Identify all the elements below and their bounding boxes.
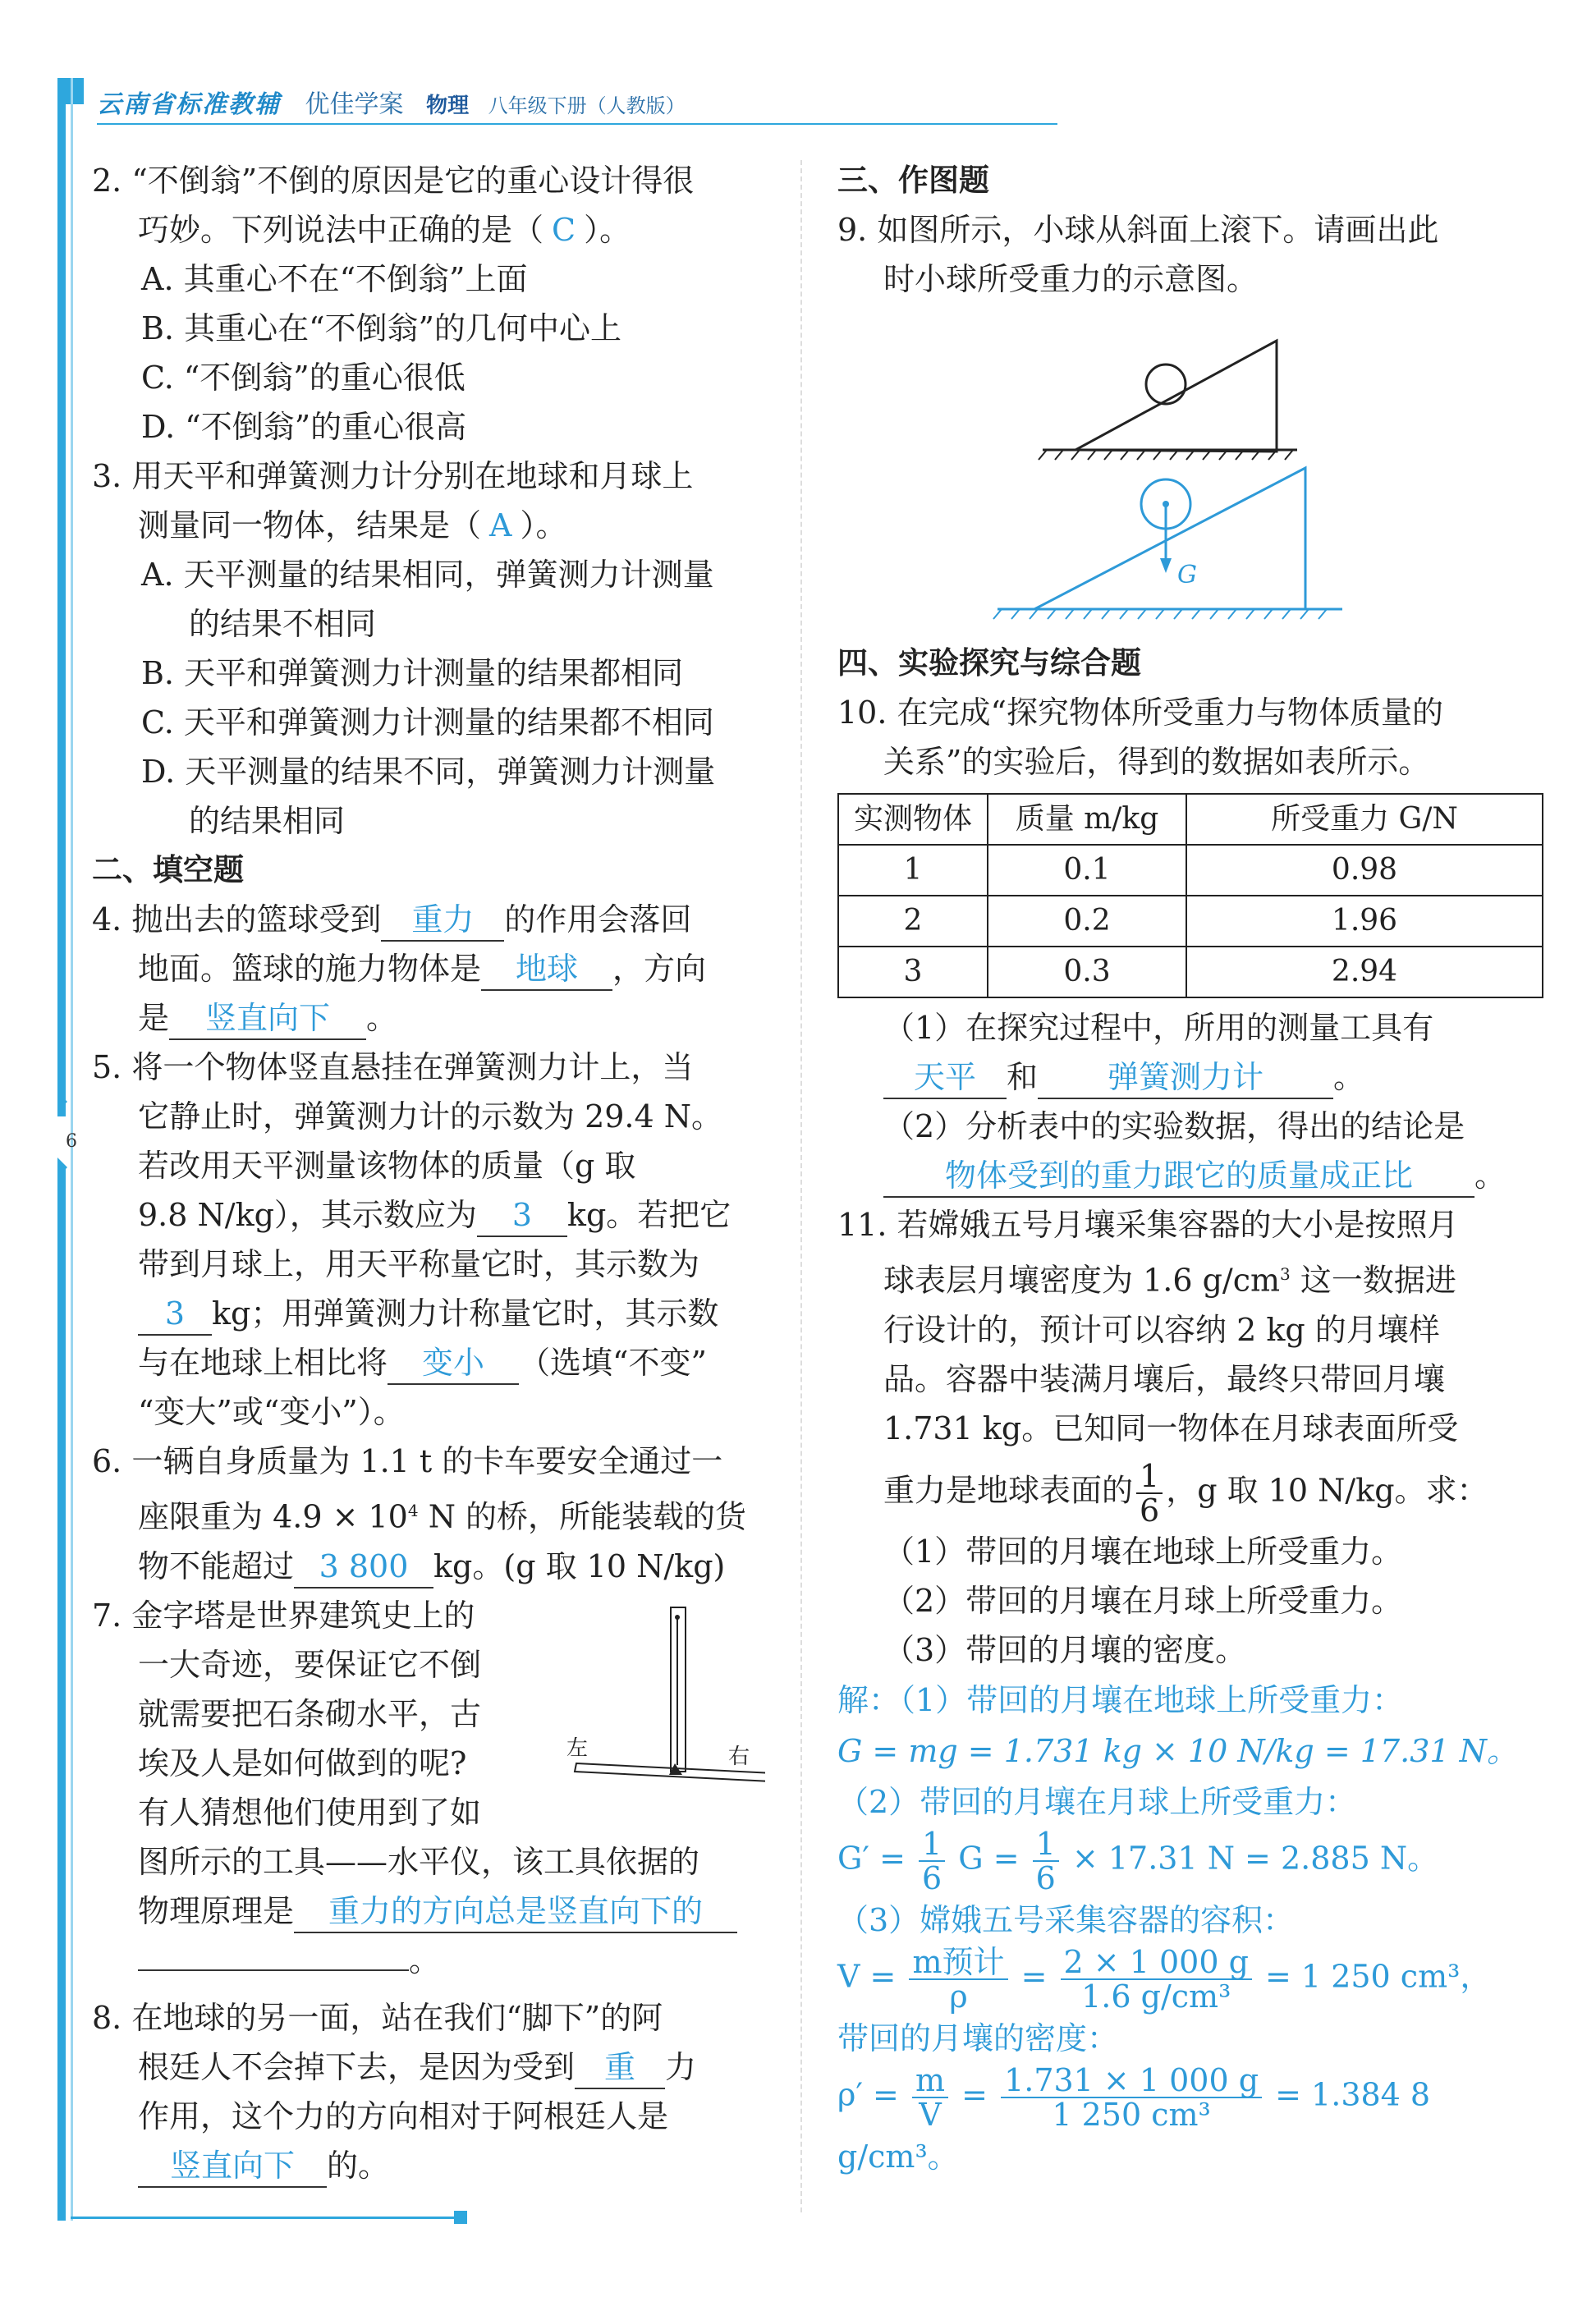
solution-step3-heading: （3）嫦娥五号采集容器的容积：: [837, 1901, 1295, 1938]
q10-line2: 关系”的实验后，得到的数据如表所示。: [883, 744, 1430, 780]
question-10: 10. 在完成“探究物体所受重力与物体质量的 关系”的实验后，得到的数据如表所示。 实测物体 质量 m/kg 所受重力 G/N 1 0.1 0.98 2 0.2 1.96 3 0.3 2.94 （1）在探究过程中，所用的测量工具有 天平 和 弹簧测力计 。 （2）分析表中的实验数据，得出的结论是 物体受到的重力跟它的质量成正比 。: [837, 688, 1543, 1200]
header-brand: 云南省标准教辅: [97, 90, 281, 119]
table-row: [838, 845, 1543, 896]
q8-blank-2: 竖直向下: [138, 2145, 327, 2188]
q2-stem-line1: 2. “不倒翁”不倒的原因是它的重心设计得很: [92, 163, 695, 199]
q3-option-d: D. 天平测量的结果不同，弹簧测力计测量: [141, 754, 716, 790]
page-tab-mark: [57, 1092, 67, 1112]
q4-blank-3: 竖直向下: [169, 997, 366, 1040]
right-column: [837, 156, 1543, 2182]
q3-option-b: B. 天平和弹簧测力计测量的结果都相同: [141, 655, 684, 691]
incline-figures: [837, 304, 1543, 632]
solution-step4-heading: 带回的月壤的密度：: [837, 2019, 1119, 2056]
question-6: 6. 一辆自身质量为 1.1 t 的卡车要安全通过一 座限重为 $4.9 \times 10^4$ N 的桥，所能装载的货 物不能超过 3 800 kg。(g 取 10 N/kg): [92, 1437, 765, 1591]
q3-stem-line2: 测量同一物体，结果是（ A ）。: [138, 507, 567, 543]
q2-option-b: B. 其重心在“不倒翁”的几何中心上: [141, 310, 621, 346]
figure-left-label: 左: [566, 1735, 589, 1761]
solution-step2-equation: G′ = $\frac{1}{6}$ G = $\frac{1}{6}$ × 17.31 N = 2.885 N。: [837, 1825, 1439, 1896]
table-cell: 0.98: [1186, 845, 1543, 896]
q5-line2: 它静止时，弹簧测力计的示数为 29.4 N。: [138, 1098, 723, 1135]
left-column: [92, 156, 765, 2190]
q10-part2: （2）分析表中的实验数据，得出的结论是: [883, 1108, 1465, 1144]
q5-line1: 5. 将一个物体竖直悬挂在弹簧测力计上，当: [92, 1049, 694, 1085]
table-cell: 1: [838, 845, 988, 896]
bottom-margin-line: [71, 2217, 456, 2219]
header-rule: [97, 123, 1057, 125]
q10-blank-3: 物体受到的重力跟它的质量成正比: [883, 1155, 1474, 1198]
figure-right-label: 右: [728, 1744, 750, 1769]
q8-blank-1: 重: [575, 2047, 665, 2089]
left-margin-bar-lower: [57, 1166, 66, 2221]
solution-step2-heading: （2）带回的月壤在月球上所受重力：: [837, 1783, 1357, 1820]
q11-line5: 1.731 kg。已知同一物体在月球表面所受: [883, 1410, 1459, 1446]
table-cell: 0.2: [988, 896, 1186, 947]
q10-blank-1: 天平: [883, 1057, 1007, 1099]
q3-option-d-cont: 的结果相同: [189, 803, 346, 839]
q9-line2: 时小球所受重力的示意图。: [883, 261, 1259, 297]
section-4-title: 四、实验探究与综合题: [837, 645, 1141, 681]
solution-step1-heading: 解：（1）带回的月壤在地球上所受重力：: [837, 1681, 1404, 1718]
q9-line1: 9. 如图所示，小球从斜面上滚下。请画出此: [837, 212, 1439, 248]
q7-line1: 7. 金字塔是世界建筑史上的: [92, 1597, 475, 1634]
q5-blank-1: 3: [477, 1194, 567, 1237]
question-11: 11. 若嫦娥五号月壤采集容器的大小是按照月 球表层月壤密度为 1.6 $g/cm^3$ 这一数据进 行设计的，预计可以容纳 2 kg 的月壤样 品。容器中装满月壤后，最终只带回月壤 1.731 kg。已知同一物体在月球表面所受 重力是地球表面的 $\frac{1}{6}$ ，g 取 10 N/kg。求： （1）带回的月壤在地球上所受重力。 （2）带回的月壤在月球上所受重力。 （3）带回的月壤的密度。: [837, 1200, 1543, 1675]
q7-line6: 图所示的工具——水平仪，该工具依据的: [138, 1843, 700, 1880]
page-tab-mark: [57, 1158, 67, 1177]
q5-blank-2: 3: [138, 1293, 212, 1336]
q11-line3: 行设计的，预计可以容纳 2 kg 的月壤样: [883, 1311, 1440, 1348]
q7-line5: 有人猜想他们使用到了如: [138, 1794, 482, 1831]
q11-sub3: （3）带回的月壤的密度。: [883, 1631, 1247, 1668]
q10-blank-2: 弹簧测力计: [1038, 1057, 1333, 1099]
q11-sub2: （2）带回的月壤在月球上所受重力。: [883, 1582, 1403, 1619]
table-row: [838, 896, 1543, 947]
q7-line4: 埃及人是如何做到的呢?: [138, 1744, 467, 1781]
data-table: [837, 793, 1543, 998]
gravity-label: G: [1177, 561, 1197, 589]
q5-line5: 带到月球上，用天平称量它时，其示数为: [138, 1246, 700, 1282]
q7-line2: 一大奇迹，要保证它不倒: [138, 1646, 482, 1683]
table-cell: 0.1: [988, 845, 1186, 896]
q3-option-c: C. 天平和弹簧测力计测量的结果都不相同: [141, 704, 714, 740]
q4-blank-2: 地球: [481, 948, 612, 991]
q2-stem-line2: 巧妙。下列说法中正确的是（ C ）。: [138, 212, 631, 248]
page-header: [97, 84, 686, 120]
q5-line3: 若改用天平测量该物体的质量（g 取: [138, 1148, 636, 1184]
table-cell: 2: [838, 896, 988, 947]
q10-line1: 10. 在完成“探究物体所受重力与物体质量的: [837, 695, 1443, 731]
solution-step3-equation: V = $\frac{\text{m预计}}{\rho}$ = $\frac{2 \times 1 000 g}{\text{1.6 g/cm³}}$ = 1 250 cm³，: [837, 1943, 1492, 2015]
column-separator: [800, 160, 802, 2212]
q6-line1: 6. 一辆自身质量为 1.1 t 的卡车要安全通过一: [92, 1443, 723, 1479]
question-9: [837, 205, 1543, 632]
question-4: 4. 抛出去的篮球受到 重力 的作用会落回 地面。篮球的施力物体是 地球 ，方向 是 竖直向下 。: [92, 895, 765, 1043]
q11-solution: [837, 1675, 1543, 2182]
question-7: 7. 金字塔是世界建筑史上的 一大奇迹，要保证它不倒 就需要把石条砌水平，古 埃及人是如何做到的呢? 有人猜想他们使用到了如 左 右 图所示的工具——水平仪，该工具依据的 物理原理是 重力的方向总是竖直向下的 。: [92, 1591, 765, 1985]
incline-figure-answer: [993, 468, 1342, 619]
q8-line1: 8. 在地球的另一面，站在我们“脚下”的阿: [92, 1999, 663, 2036]
table-cell: 2.94: [1186, 947, 1543, 997]
q8-line3: 作用，这个力的方向相对于阿根廷人是: [138, 2097, 669, 2134]
header-series: 优佳学案: [305, 90, 404, 119]
solution-step1-equation: G = mg = 1.731 kg × 10 N/kg = 17.31 N。: [837, 1732, 1518, 1769]
question-5: 5. 将一个物体竖直悬挂在弹簧测力计上，当 它静止时，弹簧测力计的示数为 29.4 N。 若改用天平测量该物体的质量（g 取 9.8 N/kg），其示数应为 3 kg。若把它 带到月球上，用天平称量它时，其示数为 3 kg；用弹簧测力计称量它时，其示数 与在地球上相比将 变小 （选填“不变” “变大”或“变小”）。: [92, 1043, 765, 1437]
q3-stem-line1: 3. 用天平和弹簧测力计分别在地球和月球上: [92, 458, 694, 494]
q7-line3: 就需要把石条砌水平，古: [138, 1695, 482, 1732]
q2-option-d: D. “不倒翁”的重心很高: [141, 409, 467, 445]
table-header-row: [838, 794, 1543, 845]
table-cell: 1.96: [1186, 896, 1543, 947]
table-header: 实测物体: [838, 794, 988, 845]
q7-blank-1: 重力的方向总是竖直向下的: [294, 1891, 737, 1933]
q3-option-a: A. 天平测量的结果相同，弹簧测力计测量: [141, 557, 714, 593]
question-2: [92, 156, 765, 452]
level-instrument-figure: [560, 1599, 765, 1813]
incline-figure-original: [1039, 341, 1297, 460]
q4-blank-1: 重力: [381, 899, 504, 942]
table-header: 质量 m/kg: [988, 794, 1186, 845]
bottom-corner-square: [454, 2211, 467, 2224]
q3-option-a-cont: 的结果不相同: [189, 606, 377, 642]
fraction-one-sixth: $\frac{1}{6}$: [1136, 1460, 1163, 1527]
q2-option-a: A. 其重心不在“不倒翁”上面: [141, 261, 528, 297]
table-row: [838, 947, 1543, 997]
q2-option-c: C. “不倒翁”的重心很低: [141, 360, 466, 396]
question-3: [92, 452, 765, 846]
question-8: 8. 在地球的另一面，站在我们“脚下”的阿 根廷人不会掉下去，是因为受到 重 力 作用，这个力的方向相对于阿根廷人是 竖直向下 的。: [92, 1993, 765, 2190]
q2-answer: C: [552, 212, 576, 248]
q3-answer: A: [489, 507, 512, 543]
q5-line8: “变大”或“变小”）。: [138, 1394, 405, 1430]
q11-line4: 品。容器中装满月壤后，最终只带回月壤: [883, 1360, 1446, 1397]
header-subject: 物理: [426, 94, 470, 118]
table-cell: 3: [838, 947, 988, 997]
q5-blank-3: 变小: [388, 1342, 519, 1385]
q10-part1: （1）在探究过程中，所用的测量工具有: [883, 1010, 1434, 1046]
left-margin-bar: [57, 78, 66, 1116]
section-2-title: 二、填空题: [92, 852, 244, 887]
q11-line1: 11. 若嫦娥五号月壤采集容器的大小是按照月: [837, 1207, 1459, 1243]
page-number: 6: [66, 1131, 77, 1152]
solution-step4-equation: ρ′ = $\frac{m}{V}$ = $\frac{1.731 \times 1 000 g}{\text{1 250 cm³}}$ = 1.384 8 g/cm³。: [837, 2061, 1431, 2175]
table-header: 所受重力 G/N: [1186, 794, 1543, 845]
section-3-title: 三、作图题: [837, 163, 989, 198]
table-cell: 0.3: [988, 947, 1186, 997]
q11-sub1: （1）带回的月壤在地球上所受重力。: [883, 1533, 1403, 1570]
header-grade: 八年级下册（人教版）: [488, 94, 686, 117]
q6-blank-1: 3 800: [294, 1546, 433, 1589]
